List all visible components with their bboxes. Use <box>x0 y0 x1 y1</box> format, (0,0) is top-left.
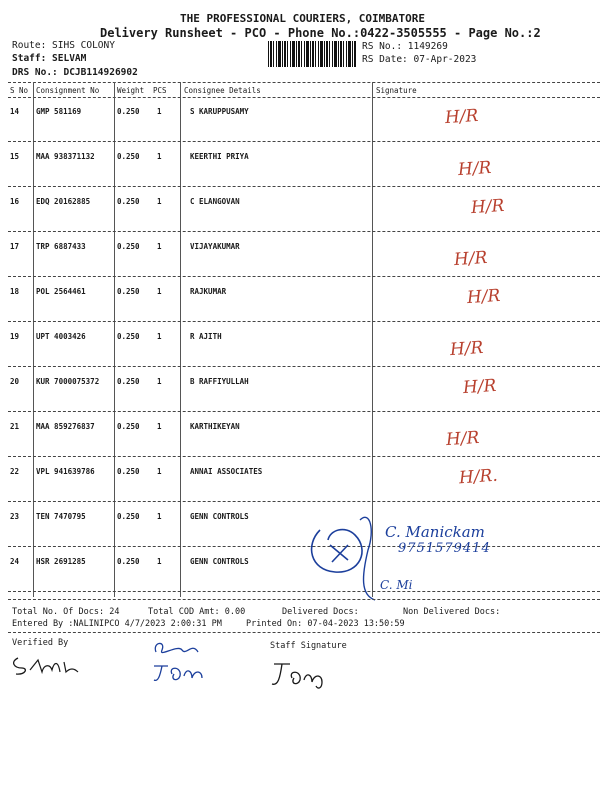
checker-signature <box>148 636 218 686</box>
entered-by: Entered By :NALINIPCO 4/7/2023 2:00:31 PM <box>12 619 222 629</box>
row-weight: 0.250 <box>117 332 140 341</box>
handwritten-mark: H/R <box>449 337 485 361</box>
col-header-consignment: Consignment No <box>36 86 100 95</box>
company-title: THE PROFESSIONAL COURIERS, COIMBATORE <box>180 12 426 25</box>
table-row <box>0 97 600 142</box>
row-pcs: 1 <box>157 197 162 206</box>
drs-number: DRS No.: DCJB114926902 <box>12 67 138 78</box>
row-weight: 0.250 <box>117 287 140 296</box>
table-row <box>0 277 600 322</box>
row-weight: 0.250 <box>117 557 140 566</box>
recipient-phone-handwritten: 9751579414 <box>398 541 491 556</box>
total-docs: Total No. Of Docs: 24 <box>12 607 120 617</box>
row-consignment-no: MAA 859276837 <box>36 422 95 431</box>
row-weight: 0.250 <box>117 242 140 251</box>
table-row <box>0 457 600 502</box>
row-consignee: C ELANGOVAN <box>190 197 240 206</box>
footer-rule <box>8 599 600 600</box>
row-pcs: 1 <box>157 557 162 566</box>
printed-on: Printed On: 07-04-2023 13:50:59 <box>246 619 405 629</box>
rs-date: RS Date: 07-Apr-2023 <box>362 54 477 65</box>
row-consignment-no: MAA 938371132 <box>36 152 95 161</box>
row-consignment-no: UPT 4003426 <box>36 332 86 341</box>
handwritten-mark: H/R <box>445 427 481 451</box>
row-pcs: 1 <box>157 152 162 161</box>
row-weight: 0.250 <box>117 197 140 206</box>
handwritten-mark: H/R <box>453 247 489 271</box>
row-pcs: 1 <box>157 287 162 296</box>
row-consignment-no: TEN 7470795 <box>36 512 86 521</box>
row-pcs: 1 <box>157 512 162 521</box>
footer-rule-bottom <box>8 632 600 633</box>
table-row <box>0 412 600 457</box>
row-weight: 0.250 <box>117 107 140 116</box>
row-pcs: 1 <box>157 467 162 476</box>
col-header-signature: Signature <box>376 86 417 95</box>
row-sno: 14 <box>10 107 20 116</box>
staff-label: Staff: SELVAM <box>12 53 87 64</box>
row-pcs: 1 <box>157 422 162 431</box>
row-consignment-no: HSR 2691285 <box>36 557 86 566</box>
barcode <box>268 41 356 67</box>
col-header-consignee: Consignee Details <box>184 86 261 95</box>
row-consignee: RAJKUMAR <box>190 287 227 296</box>
handwritten-mark: H/R <box>470 195 506 219</box>
row-consignee: B RAFFIYULLAH <box>190 377 249 386</box>
row-consignee: GENN CONTROLS <box>190 557 249 566</box>
row-consignee: KARTHIKEYAN <box>190 422 240 431</box>
staff-signature-label: Staff Signature <box>270 641 347 651</box>
row-weight: 0.250 <box>117 377 140 386</box>
verifier-signature <box>8 650 88 680</box>
row-pcs: 1 <box>157 377 162 386</box>
row-consignee: GENN CONTROLS <box>190 512 249 521</box>
table-row <box>0 187 600 232</box>
staff-signature <box>268 656 338 696</box>
handwritten-mark: H/R <box>444 105 480 129</box>
row-consignment-no: VPL 941639786 <box>36 467 95 476</box>
row-consignee: VIJAYAKUMAR <box>190 242 240 251</box>
row-consignment-no: EDQ 20162885 <box>36 197 91 206</box>
row-sno: 24 <box>10 557 20 566</box>
row-sno: 22 <box>10 467 20 476</box>
col-header-pcs: PCS <box>153 86 167 95</box>
col-header-weight: Weight <box>117 86 145 95</box>
row-consignee: R AJITH <box>190 332 222 341</box>
row-sno: 20 <box>10 377 20 386</box>
row-sno: 18 <box>10 287 20 296</box>
row-sno: 15 <box>10 152 20 161</box>
row-weight: 0.250 <box>117 152 140 161</box>
recipient-name-handwritten: C. Manickam <box>385 523 485 541</box>
delivered-docs: Delivered Docs: <box>282 607 359 617</box>
rs-number: RS No.: 1149269 <box>362 41 448 52</box>
row-consignment-no: KUR 7000075372 <box>36 377 100 386</box>
row-sno: 21 <box>10 422 20 431</box>
row-consignment-no: GMP 581169 <box>36 107 82 116</box>
row-pcs: 1 <box>157 242 162 251</box>
row-sno: 17 <box>10 242 20 251</box>
row-consignee: S KARUPPUSAMY <box>190 107 249 116</box>
row-weight: 0.250 <box>117 512 140 521</box>
table-row <box>0 232 600 277</box>
row-sno: 19 <box>10 332 20 341</box>
table-row <box>0 367 600 412</box>
row-consignee: KEERTHI PRIYA <box>190 152 249 161</box>
table-row <box>0 322 600 367</box>
row-weight: 0.250 <box>117 422 140 431</box>
row-pcs: 1 <box>157 332 162 341</box>
handwritten-mark: H/R <box>457 157 493 181</box>
row-weight: 0.250 <box>117 467 140 476</box>
route-label: Route: SIHS COLONY <box>12 40 115 51</box>
row-sno: 16 <box>10 197 20 206</box>
row-pcs: 1 <box>157 107 162 116</box>
row-consignment-no: POL 2564461 <box>36 287 86 296</box>
handwritten-mark: H/R <box>466 285 502 309</box>
non-delivered-docs: Non Delivered Docs: <box>403 607 501 617</box>
runsheet-title: Delivery Runsheet - PCO - Phone No.:0422-3505555 - Page No.:2 <box>100 26 541 40</box>
col-header-sno: S No <box>10 86 29 95</box>
recipient-initials-handwritten: C. Mi <box>380 578 413 592</box>
verified-by-label: Verified By <box>12 638 69 648</box>
handwritten-mark: H/R. <box>458 465 499 489</box>
handwritten-mark: H/R <box>462 375 498 399</box>
row-consignee: ANNAI ASSOCIATES <box>190 467 263 476</box>
row-sno: 23 <box>10 512 20 521</box>
row-consignment-no: TRP 6887433 <box>36 242 86 251</box>
table-top-rule <box>8 82 600 83</box>
table-row <box>0 142 600 187</box>
total-cod: Total COD Amt: 0.00 <box>148 607 246 617</box>
